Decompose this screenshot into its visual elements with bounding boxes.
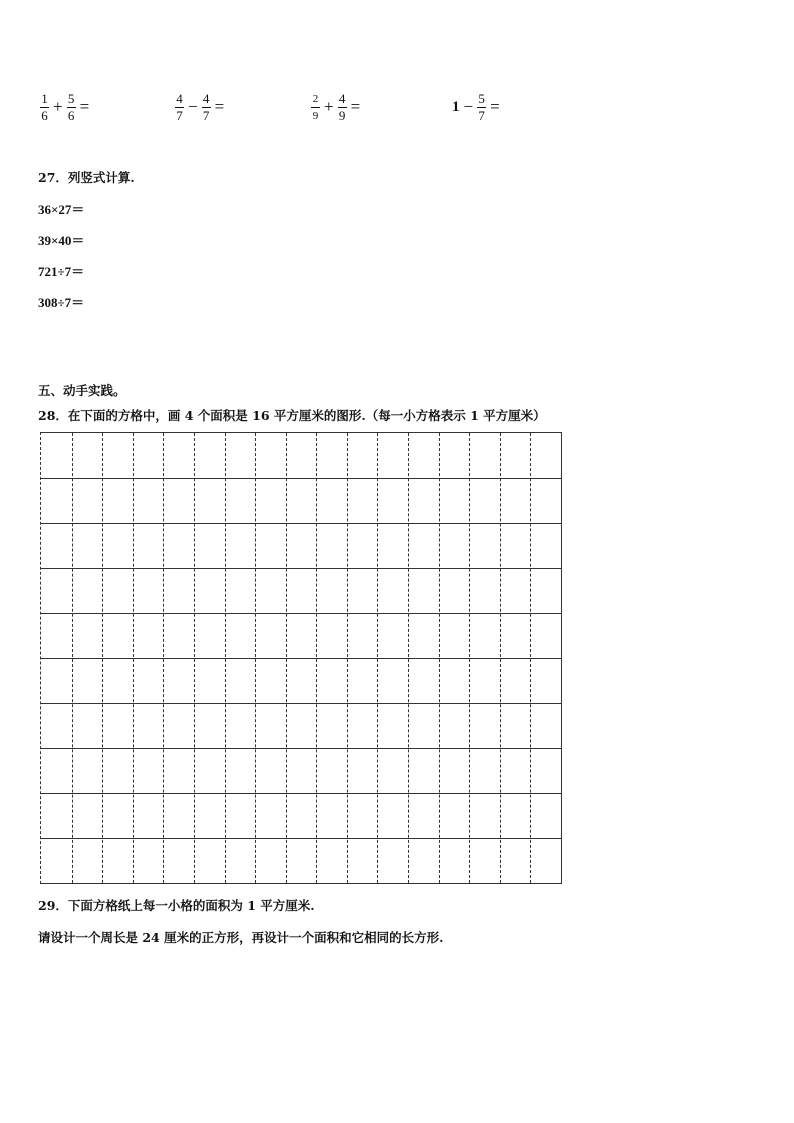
denominator: 7 [176, 107, 183, 123]
operator: − [188, 97, 198, 116]
denominator: 9 [312, 109, 319, 122]
grid-row-line [41, 613, 561, 614]
fraction [477, 91, 486, 124]
q29-instruction: 请设计一个周长是 24 厘米的正方形，再设计一个面积和它相同的长方形. [38, 930, 444, 945]
square-grid[interactable] [40, 432, 562, 884]
q28-title: 28．在下面的方格中，画 4 个面积是 16 平方厘米的图形.（每一小方格表示 1 平方厘米） [38, 408, 546, 423]
section-heading: 五、动手实践。 [38, 383, 126, 398]
fraction [338, 91, 347, 124]
grid-row-line [41, 478, 561, 479]
fraction-problem-4 [452, 87, 502, 127]
denominator: 7 [478, 107, 485, 123]
grid-row-line [41, 523, 561, 524]
equals-sign: = [79, 97, 90, 116]
operator: − [463, 97, 474, 116]
denominator: 7 [202, 107, 210, 123]
numerator: 5 [67, 90, 75, 106]
denominator: 6 [41, 107, 48, 123]
numerator: 1 [41, 90, 48, 106]
numerator: 4 [176, 90, 183, 106]
fraction [67, 91, 76, 124]
operator: + [53, 97, 63, 116]
numerator: 2 [312, 92, 319, 105]
fraction [202, 91, 211, 124]
equals-sign: = [490, 97, 500, 116]
fraction [40, 91, 49, 124]
numerator: 4 [338, 90, 346, 106]
calc-item-2: 39×40＝ [38, 233, 85, 248]
calc-item-4: 308÷7＝ [38, 295, 85, 310]
q29-title: 29．下面方格纸上每一小格的面积为 1 平方厘米. [38, 898, 315, 913]
fraction-problem-1 [38, 87, 91, 127]
grid-row-line [41, 703, 561, 704]
fraction-problem-3 [309, 87, 362, 127]
grid-row-line [41, 748, 561, 749]
q27-title: 27．列竖式计算. [38, 170, 135, 185]
numerator: 4 [202, 90, 210, 106]
equals-sign: = [350, 97, 361, 116]
operator: + [324, 97, 334, 116]
fraction [175, 91, 184, 124]
calc-item-3: 721÷7＝ [38, 264, 85, 279]
grid-row-line [41, 793, 561, 794]
calc-item-1: 36×27＝ [38, 202, 85, 217]
fraction [311, 91, 320, 124]
fraction-problem-2 [173, 87, 226, 127]
numerator: 5 [478, 90, 485, 106]
whole-number: 1 [452, 98, 460, 115]
equals-sign: = [214, 97, 225, 116]
grid-row-line [41, 568, 561, 569]
denominator: 6 [67, 107, 75, 123]
denominator: 9 [338, 107, 346, 123]
grid-row-line [41, 838, 561, 839]
grid-row-line [41, 658, 561, 659]
